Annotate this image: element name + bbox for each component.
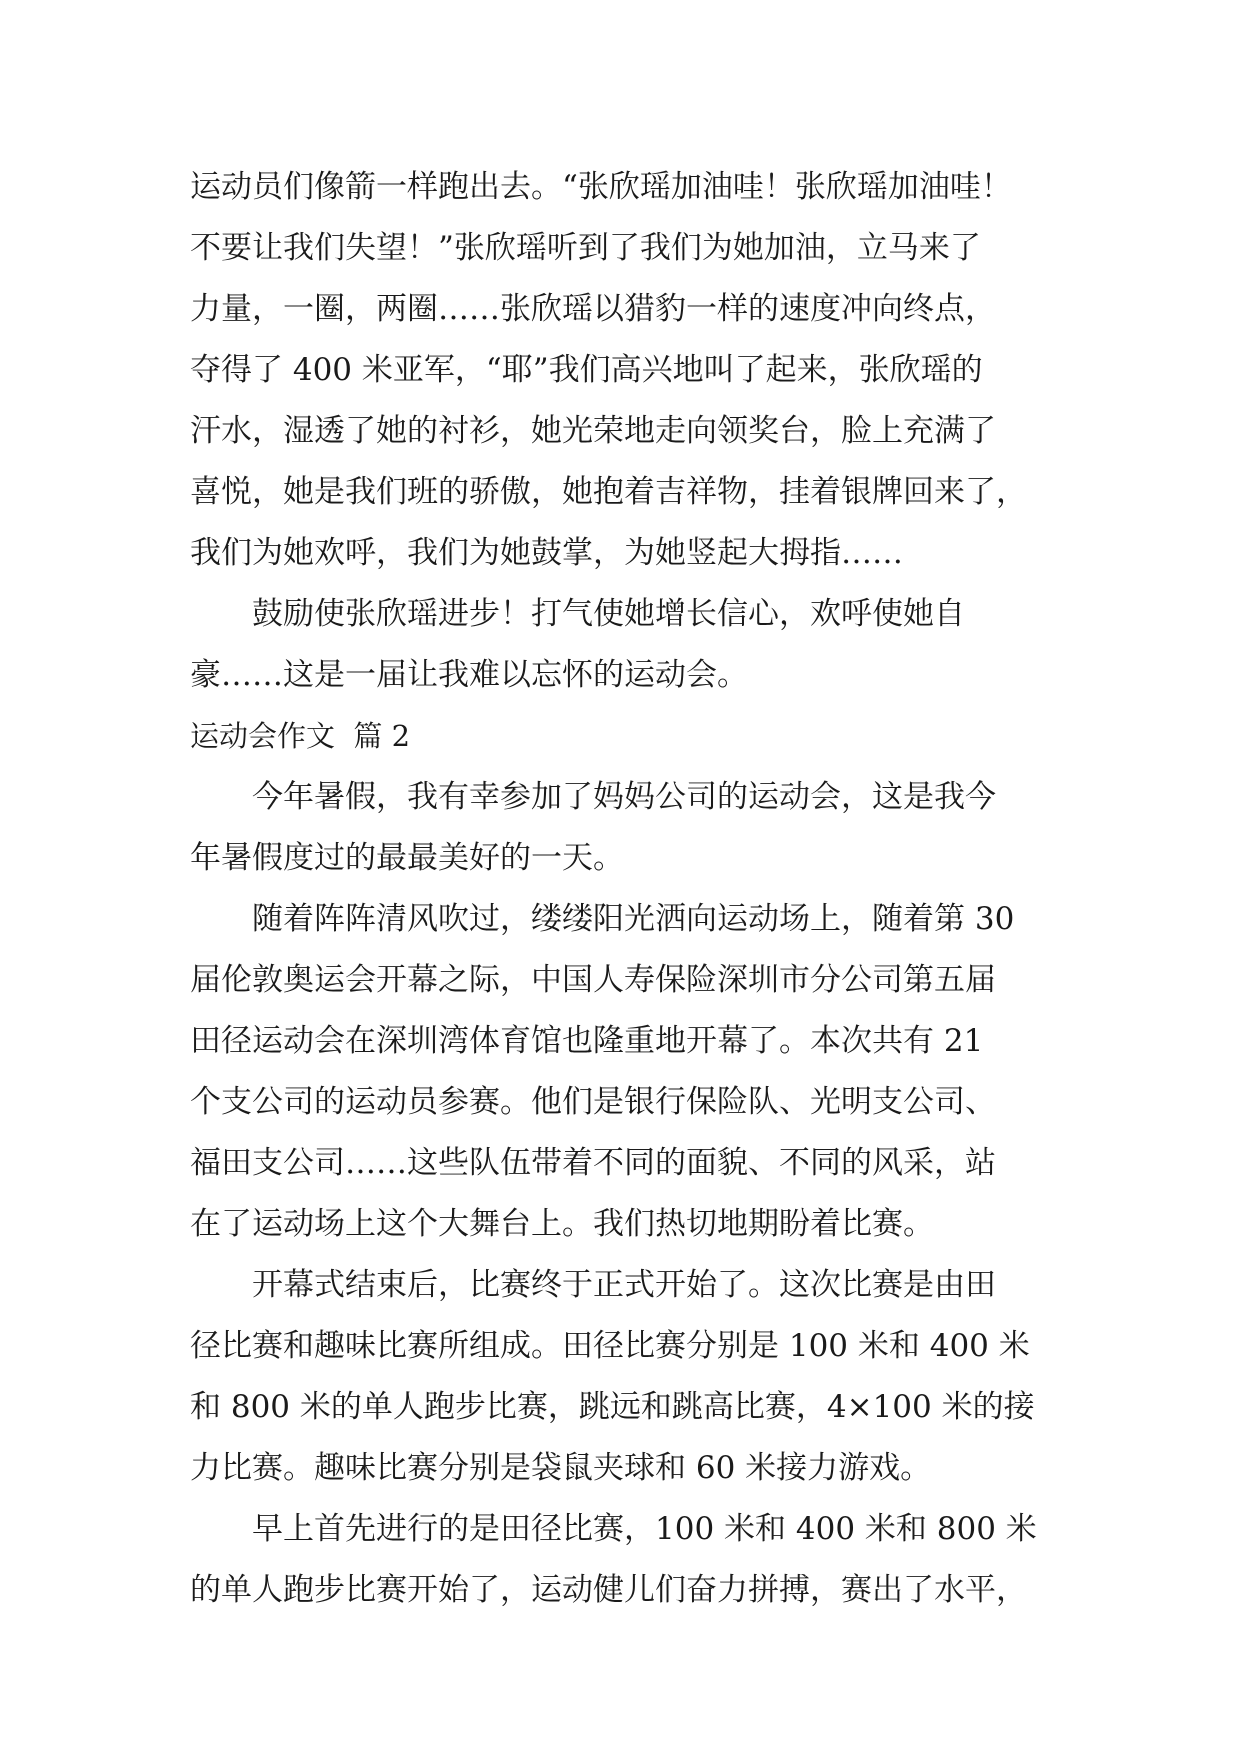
- text-line: 开幕式结束后，比赛终于正式开始了。这次比赛是由田: [252, 1267, 996, 1303]
- text-line: 力比赛。趣味比赛分别是袋鼠夹球和 60 米接力游戏。: [190, 1450, 932, 1486]
- text-line: 随着阵阵清风吹过，缕缕阳光洒向运动场上，随着第 30: [252, 901, 1015, 937]
- text-line: 今年暑假，我有幸参加了妈妈公司的运动会，这是我今: [252, 779, 996, 815]
- text-line: 年暑假度过的最最美好的一天。: [190, 840, 624, 876]
- text-line: 个支公司的运动员参赛。他们是银行保险队、光明支公司、: [190, 1084, 996, 1120]
- section-heading-text: 运动会作文 篇 2: [190, 719, 411, 753]
- text-line: 的单人跑步比赛开始了，运动健儿们奋力拼搏，赛出了水平，: [190, 1572, 1027, 1608]
- text-line: 届伦敦奥运会开幕之际，中国人寿保险深圳市分公司第五届: [190, 962, 996, 998]
- section-heading: [190, 706, 1070, 767]
- paragraph: [190, 1255, 1070, 1499]
- text-line: 夺得了 400 米亚军，“耶”我们高兴地叫了起来，张欣瑶的: [190, 352, 983, 388]
- text-line: 和 800 米的单人跑步比赛，跳远和跳高比赛，4×100 米的接: [190, 1389, 1035, 1425]
- paragraph: [190, 1499, 1070, 1621]
- text-line: 喜悦，她是我们班的骄傲，她抱着吉祥物，挂着银牌回来了，: [190, 474, 1027, 510]
- text-line: 径比赛和趣味比赛所组成。田径比赛分别是 100 米和 400 米: [190, 1328, 1030, 1364]
- text-line: 在了运动场上这个大舞台上。我们热切地期盼着比赛。: [190, 1206, 934, 1242]
- text-line: 福田支公司……这些队伍带着不同的面貌、不同的风采，站: [190, 1145, 996, 1181]
- text-line: 不要让我们失望！”张欣瑶听到了我们为她加油，立马来了: [190, 230, 981, 266]
- text-line: 运动员们像箭一样跑出去。“张欣瑶加油哇！张欣瑶加油哇！: [190, 169, 1012, 205]
- paragraph: [190, 889, 1070, 1255]
- paragraph: [190, 767, 1070, 889]
- text-line: 我们为她欢呼，我们为她鼓掌，为她竖起大拇指……: [190, 535, 903, 571]
- text-line: 力量，一圈，两圈……张欣瑶以猎豹一样的速度冲向终点，: [190, 291, 996, 327]
- paragraph: [190, 157, 1070, 584]
- text-line: 田径运动会在深圳湾体育馆也隆重地开幕了。本次共有 21: [190, 1023, 984, 1059]
- paragraph: [190, 584, 1070, 706]
- text-line: 鼓励使张欣瑶进步！打气使她增长信心，欢呼使她自: [252, 596, 965, 632]
- text-line: 早上首先进行的是田径比赛，100 米和 400 米和 800 米: [252, 1511, 1037, 1547]
- document-page: [190, 157, 1070, 1621]
- text-line: 豪……这是一届让我难以忘怀的运动会。: [190, 657, 748, 693]
- text-line: 汗水，湿透了她的衬衫，她光荣地走向领奖台，脸上充满了: [190, 413, 996, 449]
